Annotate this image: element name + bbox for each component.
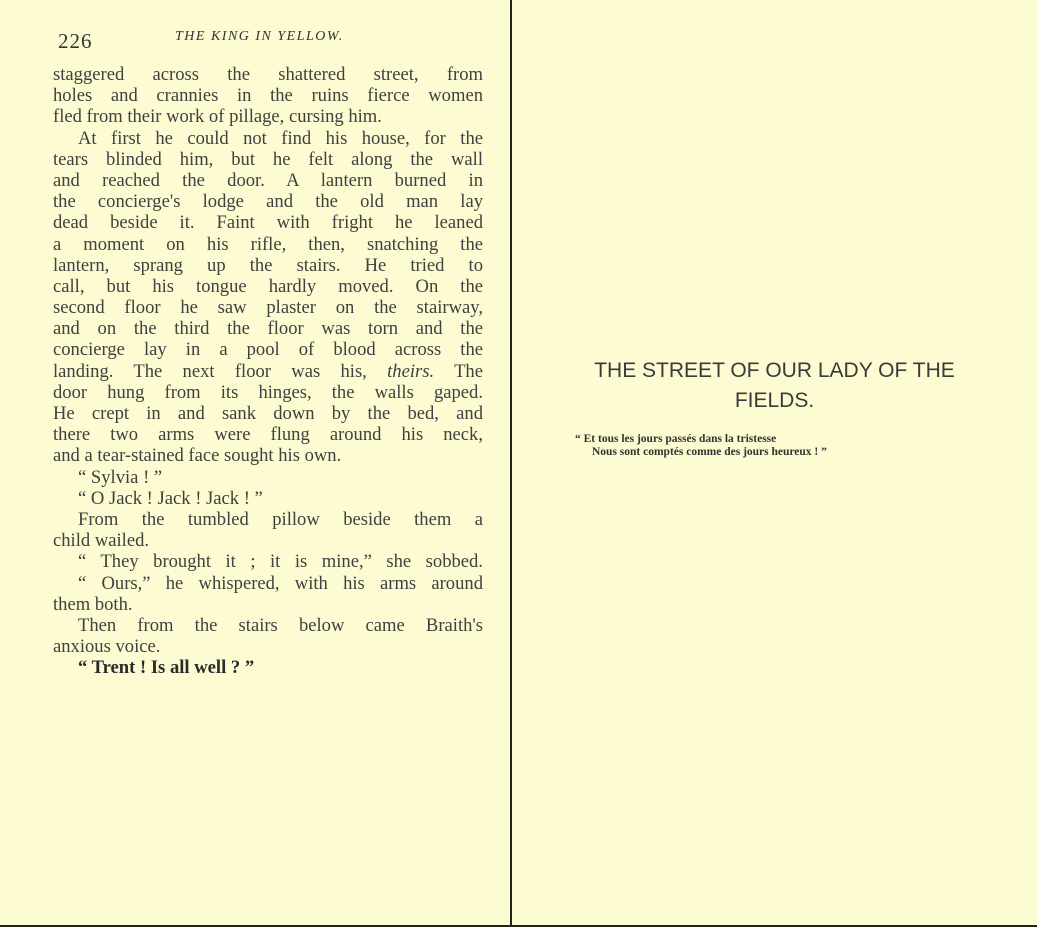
text-line: dead beside it. Faint with fright he leaned [53, 212, 483, 234]
text-line: there two arms were flung around his neck, [53, 424, 483, 446]
text-line: lantern, sprang up the stairs. He tried to [53, 254, 483, 276]
running-head [58, 27, 480, 53]
text-line: the concierge's lodge and the old man lay [53, 191, 483, 213]
text-line: tears blinded him, but he felt along the wall [53, 148, 483, 170]
right-page [512, 0, 1037, 927]
body-text [53, 64, 483, 678]
text-line: and on the third the floor was torn and the [53, 318, 483, 340]
text-line: a moment on his rifle, then, snatching the [53, 233, 483, 255]
text-line: and a tear-stained face sought his own. [53, 445, 342, 467]
text-line: He crept in and sank down by the bed, and [53, 403, 483, 424]
text-line: staggered across the shattered street, from [53, 64, 483, 85]
text-line: “ They brought it ; it is mine,” she sobbed. [78, 551, 483, 573]
epigraph-line-1: “ Et tous les jours passés dans la tristesse [575, 433, 777, 445]
text-line: At first he could not find his house, for the [78, 127, 483, 149]
chapter-title-line-2: FIELDS. [734, 389, 815, 412]
text-line: concierge lay in a pool of blood across the [53, 339, 483, 361]
text-line: second floor he saw plaster on the stairway, [53, 297, 483, 319]
text-fragment: landing. The next floor was his, [53, 360, 388, 382]
epigraph [575, 433, 995, 459]
text-line: “ Sylvia ! ” [78, 466, 163, 488]
text-line: fled from their work of pillage, cursing him. [53, 106, 382, 128]
text-line: From the tumbled pillow beside them a [78, 508, 483, 530]
text-line: door hung from its hinges, the walls gaped. [53, 381, 483, 403]
chapter-title [512, 356, 1037, 416]
text-line: holes and crannies in the ruins fierce women [53, 85, 483, 107]
italic-word: theirs. [387, 360, 435, 382]
book-title: THE KING IN YELLOW. [175, 29, 344, 44]
page-number: 226 [58, 29, 93, 53]
text-line: Then from the stairs below came Braith's [78, 614, 483, 636]
text-line: call, but his tongue hardly moved. On the [53, 275, 483, 297]
epigraph-line-2: Nous sont comptés comme des jours heureux ! ” [592, 446, 827, 458]
text-line: and reached the door. A lantern burned in [53, 169, 483, 191]
text-line: them both. [53, 593, 133, 615]
chapter-title-line-1: THE STREET OF OUR LADY OF THE [594, 359, 955, 382]
text-line [53, 361, 483, 382]
text-line: child wailed. [53, 530, 150, 552]
left-page [0, 0, 512, 927]
text-line: anxious voice. [53, 636, 161, 658]
text-line: “ Trent ! Is all well ? ” [78, 657, 255, 679]
text-fragment: The [434, 360, 483, 382]
text-line: “ O Jack ! Jack ! Jack ! ” [78, 487, 263, 509]
text-line: “ Ours,” he whispered, with his arms around [78, 572, 483, 594]
